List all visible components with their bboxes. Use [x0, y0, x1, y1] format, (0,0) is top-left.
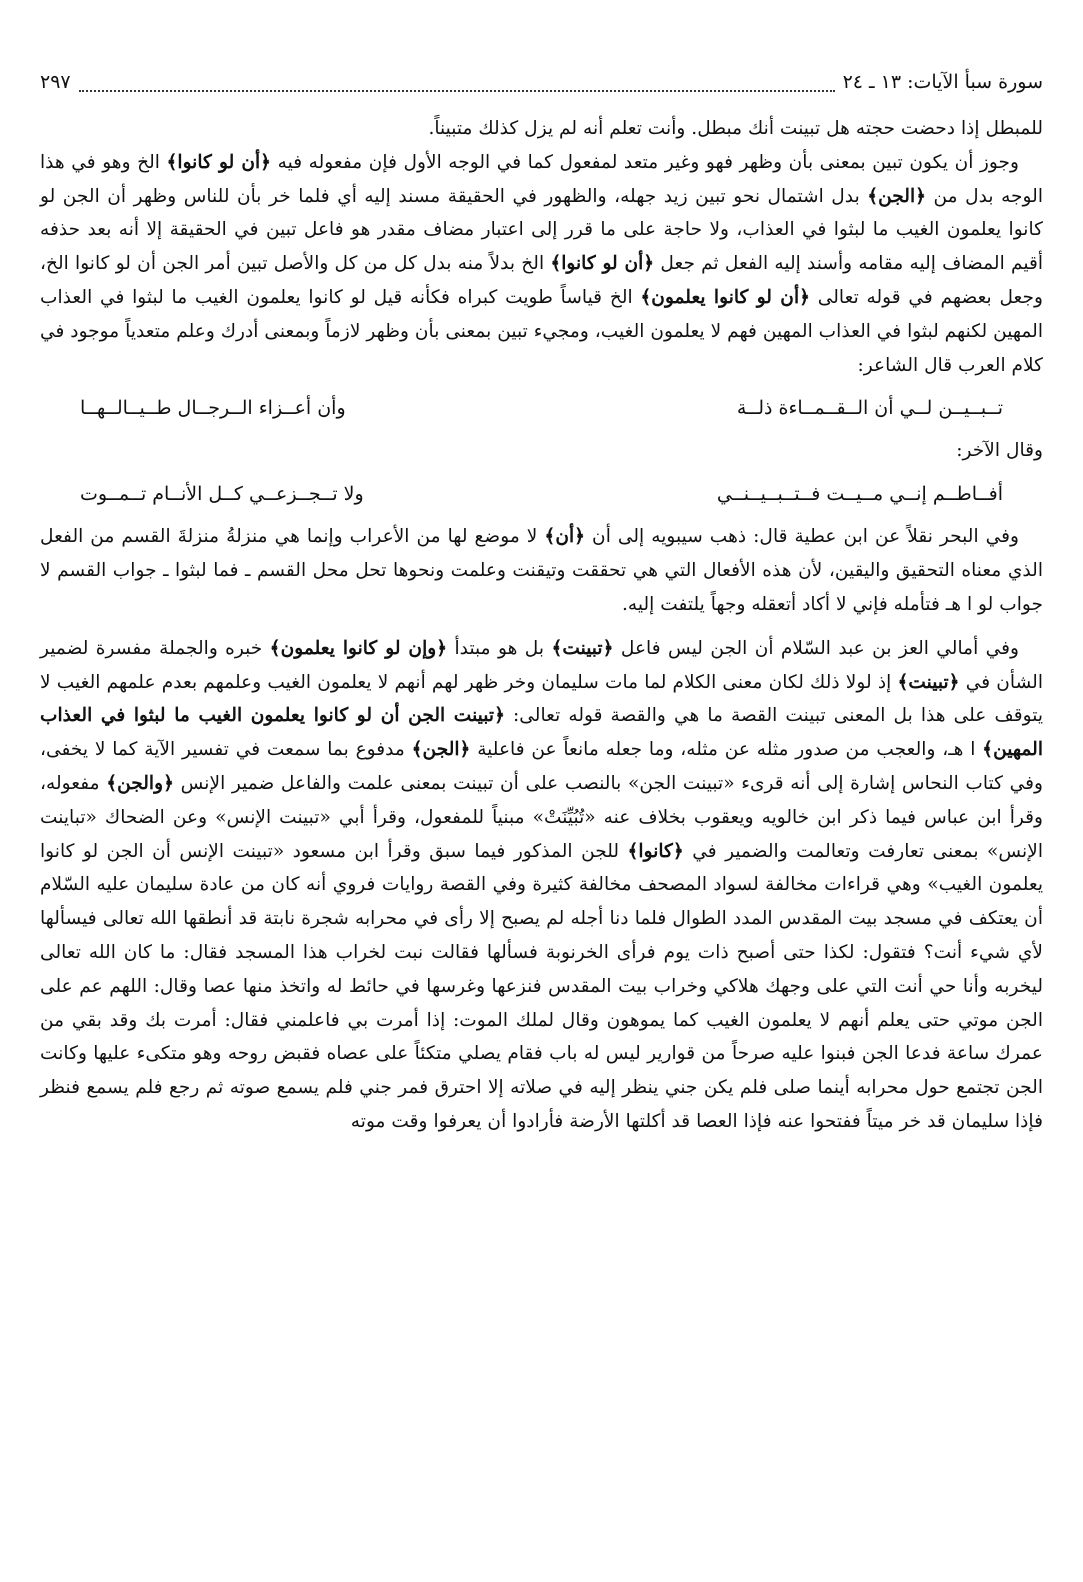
poem-verse-2 — [40, 472, 1043, 516]
text-run: مدفوع بما سمعت في تفسير الآية كما لا يخفى، وفي كتاب النحاس إشارة إلى أنه قرىء «تبينت الجن» بالنصب على أن تبينت بمعنى علمت والفاعل ضمير الإنس — [40, 739, 1043, 794]
quran-quote: ﴿والجن﴾ — [106, 772, 174, 794]
quran-quote: ﴿وإن لو كانوا يعلمون﴾ — [269, 637, 448, 659]
verse-2-second-hemistich: ولا تــجــزعــي كــل الأنــام تــمــوت — [80, 483, 364, 506]
text-run: وجوز أن يكون تبين بمعنى بأن وظهر فهو وغير متعد لمفعول كما في الوجه الأول فإن مفعوله فيه — [271, 151, 1019, 173]
quran-quote: ﴿تبينت﴾ — [897, 671, 960, 693]
text-run: ا هـ، والعجب من صدور مثله عن مثله، وما جعله مانعاً عن فاعلية — [470, 739, 983, 761]
book-page — [40, 62, 1043, 1139]
text-run: الخ بدلاً منه بدل كل من كل والأصل تبين أمر الجن أن لو كانوا الخ، وجعل بعضهم في قوله تعالى — [40, 253, 1044, 308]
text-run: بدل اشتمال نحو تبين زيد جهله، والظهور في الحقيقة مسند إليه أي فلما خر بأن للناس وظهر أن الجن لو كانوا يعلمون الغيب ما لبثوا في العذاب، ولا حاجة على ما قرر إلى اعتبار مضاف مقدر هو فاعل تبين في الحقيقة إلا أنه بعد حذفه أقيم المضاف إليه مقامه وأسند إليه الفعل ثم جعل — [40, 185, 1043, 275]
verse-2-first-hemistich: أفــاطــم إنــي مــيــت فــتــبــيــنــي — [716, 483, 1003, 506]
quran-quote: ﴿أن لو كانوا﴾ — [166, 151, 272, 173]
text-run: الخ وهو في هذا الوجه بدل من — [40, 151, 1043, 207]
verse-1-first-hemistich: تــبــيــن لــي أن الــقــمــاءة ذلــة — [736, 397, 1003, 420]
surah-title: سورة سبأ الآيات: ١٣ ـ ٢٤ — [842, 71, 1043, 93]
quran-quote: ﴿تبينت﴾ — [551, 637, 614, 659]
paragraph-1: للمبطل إذا دحضت حجته هل تبينت أنك مبطل. وأنت تعلم أنه لم يزل كذلك متبيناً. — [428, 118, 1043, 139]
text-run: خبره والجملة مفسرة لضمير الشأن في — [40, 637, 1043, 693]
paragraph-3 — [40, 520, 1043, 621]
running-header — [40, 62, 1043, 102]
text-run: بل هو مبتدأ — [447, 637, 552, 659]
quran-quote: ﴿تبينت الجن أن لو كانوا يعلمون الغيب ما لبثوا في العذاب المهين﴾ — [40, 705, 1043, 761]
quran-quote: ﴿الجن﴾ — [411, 739, 471, 761]
text-run: مفعوله، وقرأ ابن عباس فيما ذكر ابن خالويه ويعقوب بخلاف عنه «تُبُيِّنَتْ» مبنياً للمفعول، وقرأ أبي «تبينت الإنس» وعن الضحاك «تباينت الإنس» بمعنى تعارفت وتعالمت والضمير في — [40, 772, 1043, 862]
quran-quote: ﴿الجن﴾ — [867, 185, 927, 207]
text-run: الخ قياساً طويت كبراه فكأنه قيل لو كانوا يعلمون الغيب ما لبثوا في العذاب المهين لكنهم لبثوا في العذاب المهين فهم لا يعلمون الغيب، ومجيء تبين بمعنى بأن وظهر لازماً وبمعنى أدرك وعلم متعدياً موجود في كلام العرب قال الشاعر: — [40, 286, 1043, 376]
page-number: ٢٩٧ — [40, 71, 71, 93]
text-run: وفي البحر نقلاً عن ابن عطية قال: ذهب سيبويه إلى أن — [585, 526, 1019, 548]
text-run: وفي أمالي العز بن عبد السّلام أن الجن ليس فاعل — [613, 637, 1020, 659]
verse-1-second-hemistich: وأن أعــزاء الــرجــال طــيــالــهــا — [80, 397, 346, 420]
text-run: إذ لولا ذلك لكان معنى الكلام لما مات سليمان وخر ظهر لهم أنهم لا يعلمون الغيب وعلمهم بعدم علمهم الغيب لا يتوقف على هذا بل المعنى تبينت القصة ما هي والقصة قوله تعالى: — [40, 671, 1043, 727]
page-body — [40, 112, 1043, 1139]
paragraph-4 — [40, 632, 1043, 1139]
paragraph-2 — [40, 146, 1043, 383]
quran-quote: ﴿أن﴾ — [544, 526, 586, 548]
text-run: لا موضع لها من الأعراب وإنما هي منزلةُ منزلةَ القسم من الفعل الذي معناه التحقيق واليقين، لأن هذه الأفعال التي هي تحققت وتيقنت وعلمت ونحوها تحل محل القسم ـ فما لبثوا ـ جواب القسم لا جواب لو ا هـ فتأمله فإني لا أكاد أتعقله وجهاً يلتفت إليه. — [40, 526, 1043, 615]
quran-quote: ﴿كانوا﴾ — [627, 840, 684, 862]
quran-quote: ﴿أن لو كانوا﴾ — [550, 253, 655, 275]
leader-dots — [79, 90, 835, 92]
quran-quote: ﴿أن لو كانوا يعلمون﴾ — [640, 286, 811, 308]
text-run: للجن المذكور فيما سبق وقرأ ابن مسعود «تبينت الإنس أن الجن لو كانوا يعلمون الغيب» وهي قراءات مخالفة لسواد المصحف مخالفة كثيرة وفي القصة روايات فروي أنه كان من عادة سليمان عليه السّلام أن يعتكف في مسجد بيت المقدس المدد الطوال فلما دنا أجله لم يصبح إلا رأى في محرابه شجرة نابتة قد أنطقها الله تعالى فيسألها لأي شيء أنت؟ فتقول: لكذا حتى أصبح ذات يوم فرأى الخرنوبة فسألها فقالت نبت لخراب هذا المسجد فقال: ما كان الله تعالى ليخربه وأنا حي أنت التي على وجهك هلاكي وخراب بيت المقدس فنزعها وغرسها في حائط له واتخذ منها عصا وقال: اللهم عم على الجن موتي حتى يعلم أنهم لا يعلمون الغيب كما يموهون وقال لملك الموت: إذا أمرت بي فاعلمني فقال: أمرت بك وقد بقي من عمرك ساعة فدعا الجن فبنوا عليه صرحاً من قوارير ليس له باب فقام يصلي متكئاً على عصاه فقبض روحه وهو متكىء عليها وكانت الجن تجتمع حول محرابه أينما صلى فلم يكن جني ينظر إليه في صلاته إلا احترق فمر جني فلم يسمع صوته ثم رجع فلم يسمع فنظر فإذا سليمان قد خر ميتاً ففتحوا عنه فإذا العصا قد أكلتها الأرضة فأرادوا أن يعرفوا وقت موته — [40, 840, 1043, 1132]
poem-verse-1 — [40, 386, 1043, 430]
other-poet-intro: وقال الآخر: — [956, 440, 1043, 462]
